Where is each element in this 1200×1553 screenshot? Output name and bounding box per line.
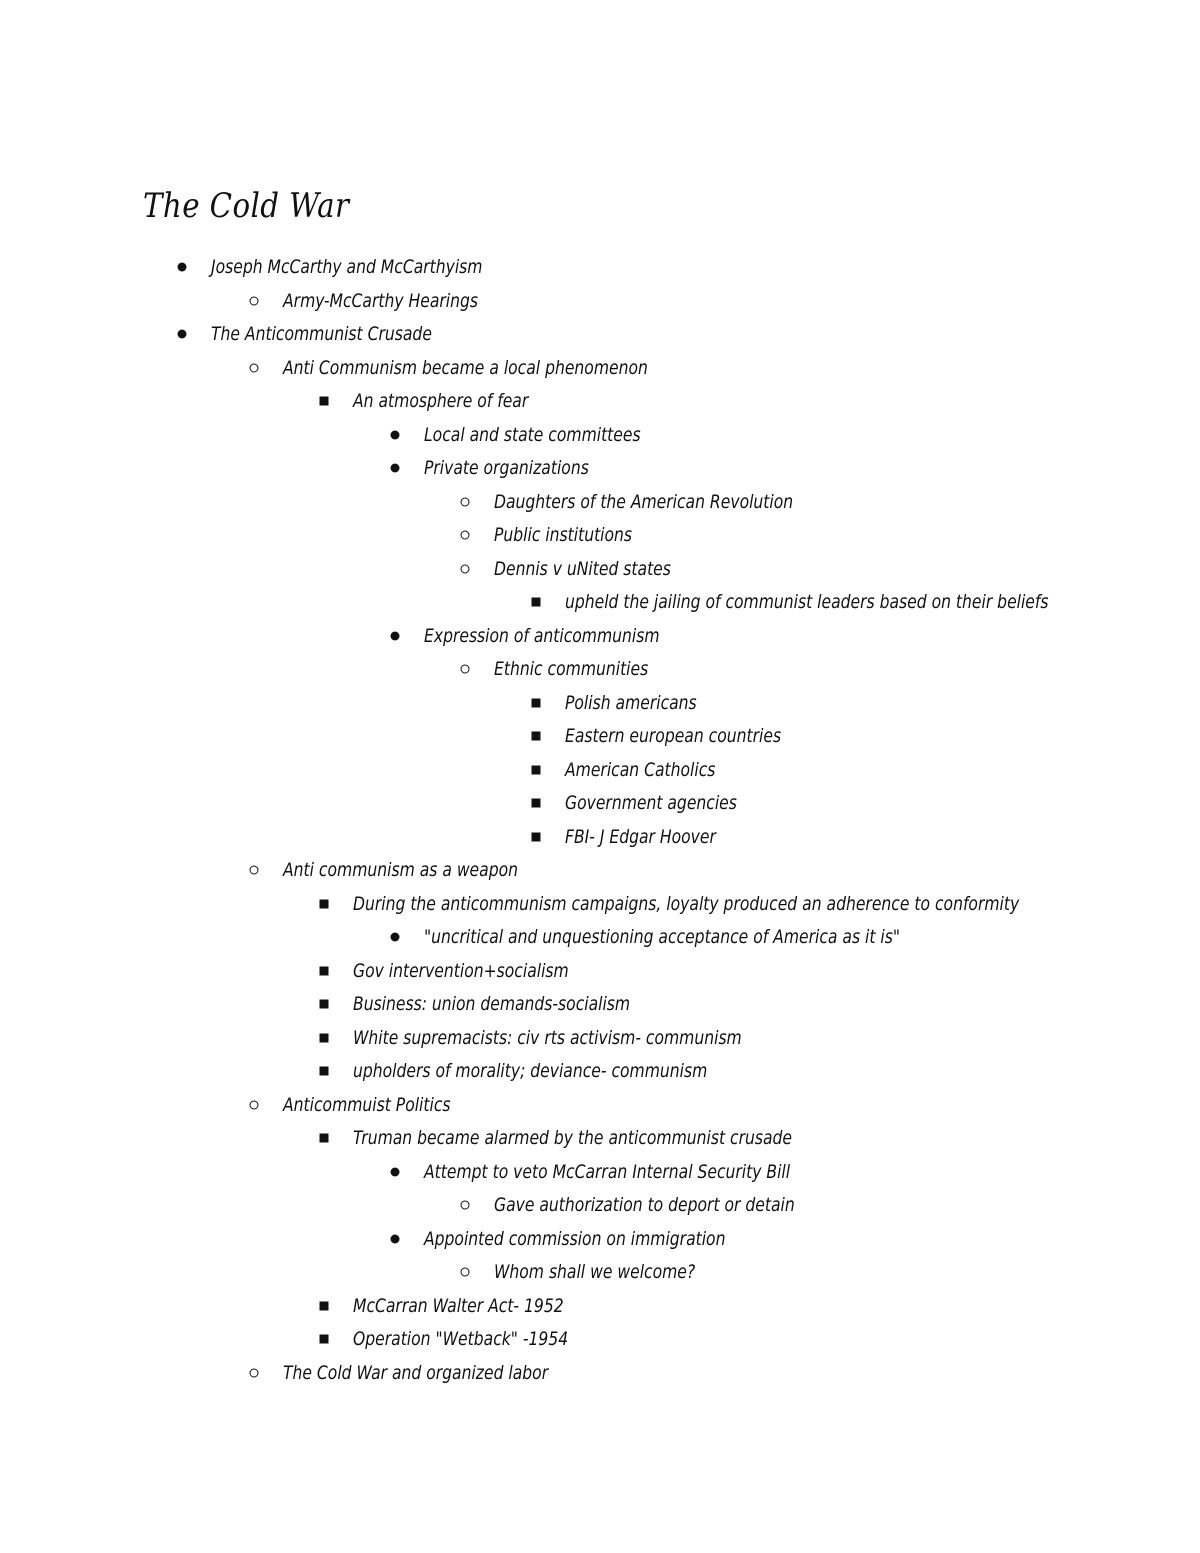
disc-bullet-icon	[391, 464, 400, 473]
disc-bullet-icon	[391, 631, 400, 640]
square-bullet-icon	[532, 832, 541, 841]
list-item-text: Eastern european countries	[565, 725, 782, 747]
list-item	[0, 686, 1200, 720]
list-item-text: American Catholics	[565, 758, 716, 781]
list-item	[0, 1054, 1200, 1088]
list-item-text: upholders of morality; deviance- communism	[353, 1060, 708, 1082]
list-item	[0, 652, 1200, 686]
list-item-text: An atmosphere of fear	[353, 390, 529, 412]
list-item-text: Expression of anticommunism	[424, 624, 660, 647]
list-item	[0, 1155, 1200, 1189]
list-item	[0, 317, 1200, 351]
square-bullet-icon	[320, 1033, 329, 1042]
square-bullet-icon	[532, 698, 541, 707]
list-item	[0, 250, 1200, 284]
list-item	[0, 451, 1200, 485]
disc-bullet-icon	[391, 1167, 400, 1176]
list-item-text: FBI- J Edgar Hoover	[565, 825, 716, 848]
list-item-text: Dennis v uNited states	[494, 557, 671, 580]
circle-bullet-icon	[461, 564, 470, 573]
list-item	[0, 1188, 1200, 1222]
list-item-text: During the anticommunism campaigns, loyalty produced an adherence to conformity	[353, 892, 1020, 915]
list-item-text: upheld the jailing of communist leaders based on their beliefs	[565, 591, 1049, 613]
list-item-text: Local and state committees	[424, 423, 641, 446]
square-bullet-icon	[532, 799, 541, 808]
list-item	[0, 1222, 1200, 1256]
list-item-text: The Anticommunist Crusade	[211, 323, 432, 345]
square-bullet-icon	[320, 397, 329, 406]
square-bullet-icon	[320, 1335, 329, 1344]
list-item	[0, 1121, 1200, 1155]
list-item-text: Operation "Wetback" -1954	[353, 1328, 569, 1350]
square-bullet-icon	[532, 765, 541, 774]
list-item-text: "uncritical and unquestioning acceptance of America as it is"	[424, 926, 901, 948]
list-item-text: Army-McCarthy Hearings	[283, 289, 478, 312]
outline-list	[0, 250, 1200, 1389]
list-item	[0, 987, 1200, 1021]
list-item-text: Attempt to veto McCarran Internal Security Bill	[424, 1160, 791, 1183]
square-bullet-icon	[320, 899, 329, 908]
list-item-text: Gave authorization to deport or detain	[494, 1194, 795, 1216]
list-item	[0, 786, 1200, 820]
square-bullet-icon	[320, 1301, 329, 1310]
list-item	[0, 552, 1200, 586]
square-bullet-icon	[320, 1000, 329, 1009]
circle-bullet-icon	[461, 1268, 470, 1277]
list-item-text: Polish americans	[565, 691, 697, 714]
list-item	[0, 719, 1200, 753]
square-bullet-icon	[532, 598, 541, 607]
square-bullet-icon	[532, 732, 541, 741]
list-item-text: Government agencies	[565, 792, 737, 814]
disc-bullet-icon	[178, 263, 187, 272]
list-item-text: Truman became alarmed by the anticommunist crusade	[353, 1127, 793, 1149]
circle-bullet-icon	[461, 665, 470, 674]
list-item-text: Appointed commission on immigration	[424, 1227, 726, 1250]
list-item-text: White supremacists: civ rts activism- communism	[353, 1026, 742, 1049]
circle-bullet-icon	[250, 296, 259, 305]
list-item	[0, 1322, 1200, 1356]
list-item	[0, 1021, 1200, 1055]
list-item-text: The Cold War and organized labor	[283, 1361, 549, 1384]
circle-bullet-icon	[461, 531, 470, 540]
list-item	[0, 1088, 1200, 1122]
list-item	[0, 485, 1200, 519]
list-item	[0, 619, 1200, 653]
list-item-text: Anti communism as a weapon	[283, 859, 518, 881]
list-item	[0, 820, 1200, 854]
list-item-text: Anticommuist Politics	[283, 1093, 451, 1116]
disc-bullet-icon	[391, 1234, 400, 1243]
list-item	[0, 518, 1200, 552]
disc-bullet-icon	[391, 430, 400, 439]
list-item-text: Private organizations	[424, 457, 589, 479]
list-item-text: McCarran Walter Act- 1952	[353, 1294, 564, 1317]
list-item-text: Public institutions	[494, 524, 633, 546]
list-item	[0, 920, 1200, 954]
square-bullet-icon	[320, 1067, 329, 1076]
disc-bullet-icon	[391, 933, 400, 942]
list-item-text: Whom shall we welcome?	[494, 1261, 696, 1283]
list-item	[0, 887, 1200, 921]
list-item-text: Daughters of the American Revolution	[494, 490, 794, 513]
list-item	[0, 853, 1200, 887]
list-item-text: Joseph McCarthy and McCarthyism	[211, 256, 483, 278]
list-item	[0, 351, 1200, 385]
list-item	[0, 1255, 1200, 1289]
circle-bullet-icon	[250, 363, 259, 372]
page-title: The Cold War	[143, 186, 350, 226]
circle-bullet-icon	[250, 1368, 259, 1377]
list-item	[0, 418, 1200, 452]
square-bullet-icon	[320, 1134, 329, 1143]
list-item	[0, 1356, 1200, 1390]
list-item-text: Anti Communism became a local phenomenon	[283, 356, 648, 379]
circle-bullet-icon	[250, 866, 259, 875]
list-item	[0, 384, 1200, 418]
circle-bullet-icon	[461, 1201, 470, 1210]
circle-bullet-icon	[250, 1100, 259, 1109]
list-item-text: Business: union demands-socialism	[353, 993, 631, 1015]
list-item	[0, 1289, 1200, 1323]
list-item-text: Gov intervention+socialism	[353, 959, 569, 982]
list-item-text: Ethnic communities	[494, 658, 649, 680]
circle-bullet-icon	[461, 497, 470, 506]
square-bullet-icon	[320, 966, 329, 975]
list-item	[0, 954, 1200, 988]
list-item	[0, 284, 1200, 318]
disc-bullet-icon	[178, 330, 187, 339]
list-item	[0, 585, 1200, 619]
list-item	[0, 753, 1200, 787]
